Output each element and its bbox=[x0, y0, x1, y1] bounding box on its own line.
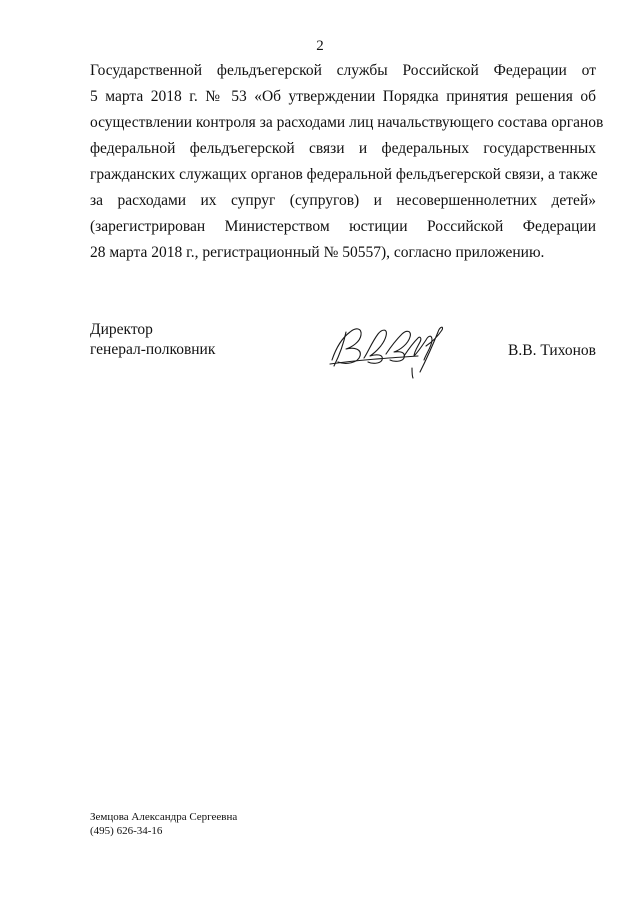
body-line: (зарегистрирован Министерством юстиции Российской Федерации bbox=[90, 218, 596, 235]
signatory-title bbox=[90, 320, 215, 360]
body-line: гражданских служащих органов федеральной фельдъегерской связи, а также bbox=[90, 166, 598, 183]
body-line: осуществлении контроля за расходами лиц начальствующего состава органов bbox=[90, 114, 604, 131]
body-line: 5 марта 2018 г. № 53 «Об утверждении Порядка принятия решения об bbox=[90, 88, 596, 105]
executor-block bbox=[90, 810, 237, 838]
signatory-name: В.В. Тихонов bbox=[508, 342, 596, 359]
body-line: Государственной фельдъегерской службы Российской Федерации от bbox=[90, 62, 596, 79]
signatory-position: Директор bbox=[90, 321, 153, 338]
page-number: 2 bbox=[316, 38, 324, 54]
executor-name: Земцова Александра Сергеевна bbox=[90, 811, 238, 823]
handwritten-signature bbox=[328, 312, 456, 380]
body-line: 28 марта 2018 г., регистрационный № 50557), согласно приложению. bbox=[90, 244, 545, 261]
body-line: федеральной фельдъегерской связи и федеральных государственных bbox=[90, 140, 596, 157]
body-line: за расходами их супруг (супругов) и несовершеннолетних детей» bbox=[90, 192, 596, 209]
body-paragraph bbox=[90, 58, 604, 266]
executor-phone: (495) 626-34-16 bbox=[90, 825, 163, 837]
signatory-rank: генерал-полковник bbox=[90, 341, 216, 358]
